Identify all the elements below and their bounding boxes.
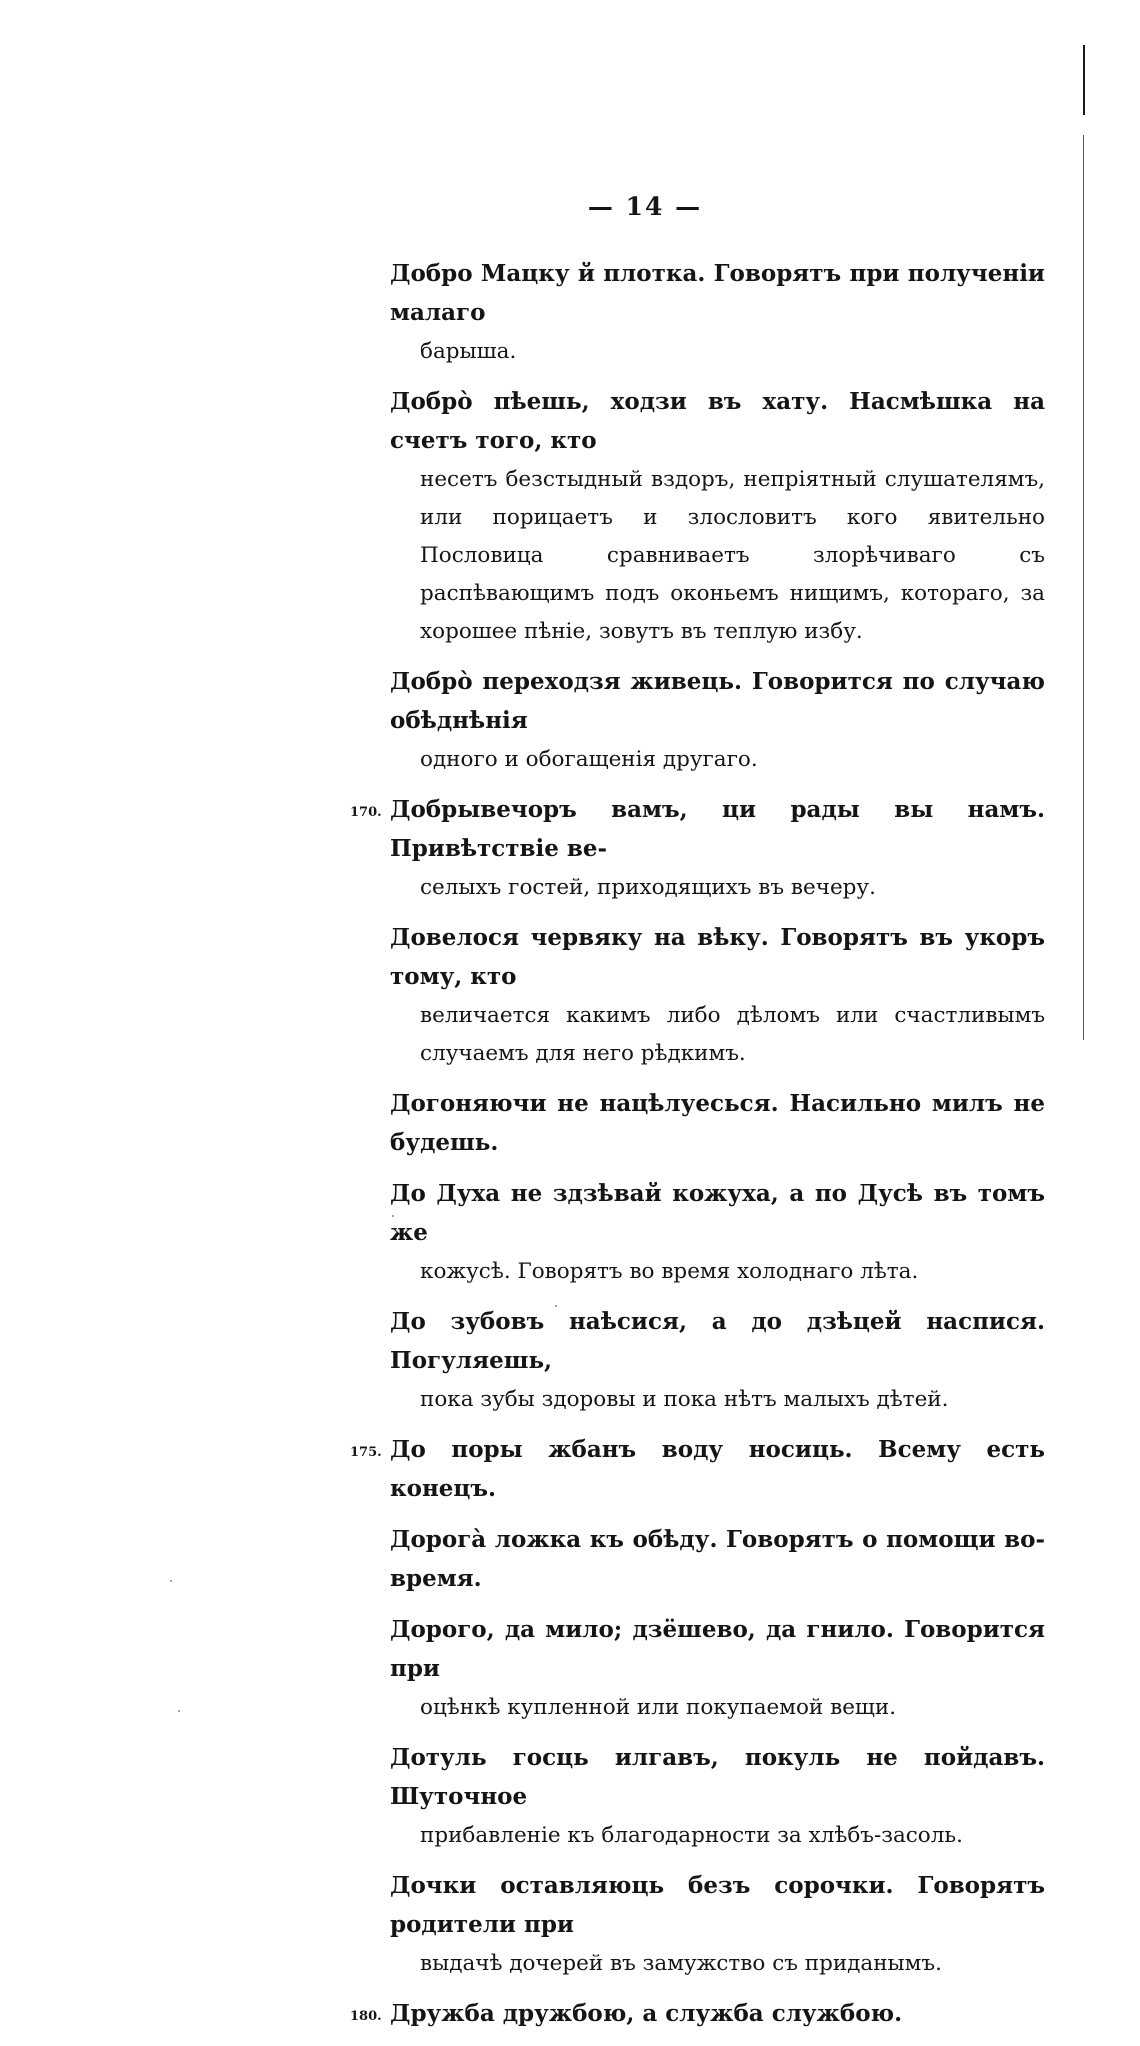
proverb-entry <box>390 919 1045 1073</box>
proverb-entry <box>390 1085 1045 1163</box>
entry-first-line: Добрò пѣешь, ходзи въ хату. Насмѣшка на счетъ того, кто <box>390 388 1045 454</box>
page-number-text: — 14 — <box>587 192 703 221</box>
proverb-entry <box>350 791 1045 907</box>
page-edge-line <box>1083 45 1085 115</box>
proverb-entry <box>390 663 1045 779</box>
line-number: 175. <box>350 1445 382 1460</box>
entry-first-line: Дочки оставляюць безъ сорочки. Говорятъ родители при <box>390 1872 1045 1938</box>
proverb-entry <box>390 1867 1045 1983</box>
page-edge-line <box>1083 135 1084 1040</box>
entry-first-line: Добрывечоръ вамъ, ци рады вы намъ. Привѣтствіе ве- <box>390 796 1045 862</box>
scan-speck <box>170 1580 172 1582</box>
entry-continuation: одного и обогащенія другаго. <box>420 747 758 772</box>
proverb-entry <box>390 1175 1045 1291</box>
entry-first-line: Дружба дружбою, а служба службою. <box>390 2000 903 2027</box>
entry-first-line: Дорого, да мило; дзёшево, да гнило. Говорится при <box>390 1616 1045 1682</box>
proverb-entry <box>350 1995 1045 2034</box>
proverb-entry <box>390 1521 1045 1599</box>
entry-first-line: Добрò переходзя живець. Говорится по случаю обѣднѣнія <box>390 668 1045 734</box>
entry-continuation: кожусѣ. Говорятъ во время холоднаго лѣта. <box>420 1259 919 1284</box>
scan-speck <box>392 1215 394 1217</box>
page-number <box>0 192 1140 221</box>
entry-first-line: До зубовъ наѣсися, а до дзѣцей наспися. Погуляешь, <box>390 1308 1045 1374</box>
entry-continuation: селыхъ гостей, приходящихъ въ вечеру. <box>420 875 876 900</box>
entry-first-line: Довелося червяку на вѣку. Говорятъ въ укоръ тому, кто <box>390 924 1045 990</box>
proverb-entry <box>390 1611 1045 1727</box>
entry-continuation: несетъ безстыдный вздоръ, непріятный слушателямъ, или порицаетъ и злословитъ кого явительно Пословица сравниваетъ злорѣчиваго съ распѣвающимъ подъ оконьемъ нищимъ, котораго, за хорошее пѣніе, зовутъ въ теплую избу. <box>420 467 1045 644</box>
entry-first-line: Догоняючи не нацѣлуесься. Насильно милъ не будешь. <box>390 1090 1045 1156</box>
entry-first-line: До поры жбанъ воду носиць. Всему есть конецъ. <box>390 1436 1045 1502</box>
entry-first-line: Дотуль госць илгавъ, покуль не пойдавъ. Шуточное <box>390 1744 1045 1810</box>
proverb-entry <box>390 1303 1045 1419</box>
entry-continuation: выдачѣ дочерей въ замужство съ приданымъ. <box>420 1951 942 1976</box>
proverb-entry <box>390 1739 1045 1855</box>
entry-continuation: величается какимъ либо дѣломъ или счастливымъ случаемъ для него рѣдкимъ. <box>420 1003 1045 1066</box>
entry-continuation: оцѣнкѣ купленной или покупаемой вещи. <box>420 1695 897 1720</box>
proverb-entry <box>390 383 1045 651</box>
scan-speck <box>555 1305 557 1307</box>
entry-continuation: барыша. <box>420 339 517 364</box>
line-number: 170. <box>350 805 382 820</box>
entry-first-line: Дорогà ложка къ обѣду. Говорятъ о помощи во-время. <box>390 1526 1045 1592</box>
entry-first-line: Добро Мацку й плотка. Говорятъ при полученіи малаго <box>390 260 1045 326</box>
proverb-entry <box>390 255 1045 371</box>
entry-continuation: прибавленіе къ благодарности за хлѣбъ-засоль. <box>420 1823 963 1848</box>
proverb-list <box>350 255 1045 2046</box>
proverb-entry <box>350 1431 1045 1509</box>
entry-first-line: До Духа не здзѣвай кожуха, а по Дусѣ въ томъ же <box>390 1180 1045 1246</box>
line-number: 180. <box>350 2009 382 2024</box>
entry-continuation: пока зубы здоровы и пока нѣтъ малыхъ дѣтей. <box>420 1387 949 1412</box>
scan-speck <box>178 1710 180 1712</box>
